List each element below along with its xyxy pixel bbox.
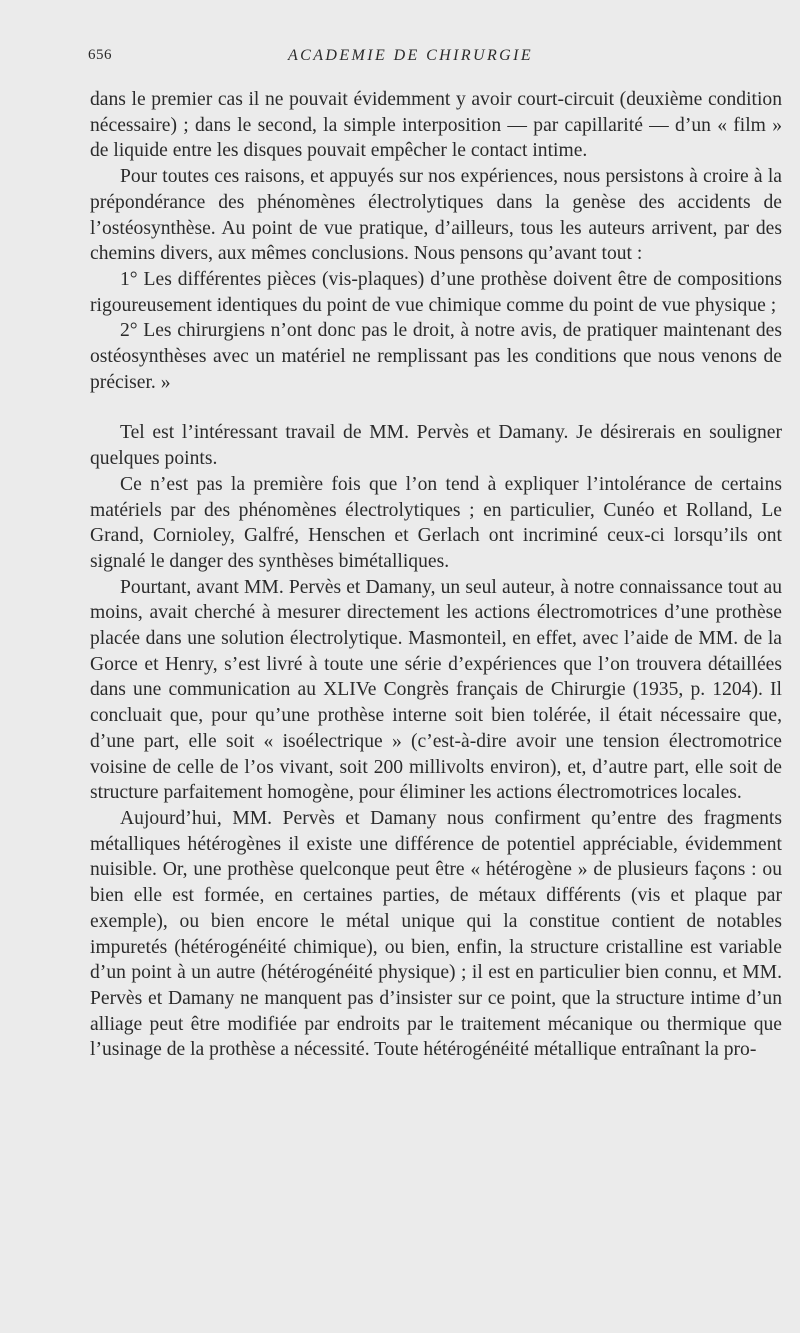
running-head: ACADEMIE DE CHIRURGIE: [288, 47, 534, 64]
page-number: 656: [88, 47, 112, 63]
paragraph: 2° Les chirurgiens n’ont donc pas le droit, à notre avis, de pratiquer maintenant des ostéosynthèses avec un matériel ne remplissant pas les conditions que nous venons de préciser. »: [90, 320, 782, 393]
page-header: [88, 47, 782, 73]
paragraph: Aujourd’hui, MM. Pervès et Damany nous confirment qu’entre des fragments métalliques hétérogènes il existe une différence de potentiel appréciable, évidemment nuisible. Or, une prothèse quelconque peut être « hétérogène » de plusieurs façons : ou bien elle est formée, en certaines parties, de métaux différents (vis et plaque par exemple), ou bien encore le métal unique qui la constitue contient de notables impuretés (hétérogénéité chimique), ou bien, enfin, la structure cristalline est variable d’un point à un autre (hétérogénéité physique) ; il est en particulier bien connu, et MM. Pervès et Damany ne manquent pas d’insister sur ce point, que la structure intime d’un alliage peut être modifiée par endroits par le traitement mécanique ou thermique que l’usinage de la prothèse a nécessité. Toute hétérogénéité métallique entraînant la pro-: [90, 807, 782, 1061]
paragraph: Ce n’est pas la première fois que l’on tend à expliquer l’intolérance de certains matériels par des phénomènes électrolytiques ; en particulier, Cunéo et Rolland, Le Grand, Cornioley, Galfré, Henschen et Gerlach ont incriminé ceux-ci lorsqu’ils ont signalé le danger des synthèses bimétalliques.: [90, 473, 782, 572]
paragraph: Tel est l’intéressant travail de MM. Pervès et Damany. Je désirerais en souligner quelques points.: [90, 422, 782, 470]
paragraph: 1° Les différentes pièces (vis-plaques) d’une prothèse doivent être de compositions rigoureusement identiques du point de vue chimique comme du point de vue physique ;: [90, 268, 782, 316]
paragraph: Pour toutes ces raisons, et appuyés sur nos expériences, nous persistons à croire à la prépondérance des phénomènes électrolytiques dans la genèse des accidents de l’ostéosynthèse. Au point de vue pratique, d’ailleurs, tous les auteurs arrivent, par des chemins divers, aux mêmes conclusions. Nous pensons qu’avant tout :: [90, 166, 782, 265]
paragraph: Pourtant, avant MM. Pervès et Damany, un seul auteur, à notre connaissance tout au moins, avait cherché à mesurer directement les actions électromotrices d’une prothèse placée dans une solution électrolytique. Masmonteil, en effet, avec l’aide de MM. de la Gorce et Henry, s’est livré à toute une série d’expériences que l’on trouvera détaillées dans une communication au XLIVe Congrès français de Chirurgie (1935, p. 1204). Il concluait que, pour qu’une prothèse interne soit bien tolérée, il était nécessaire que, d’une part, elle soit « isoélectrique » (c’est-à-dire avoir une tension électromotrice voisine de celle de l’os vivant, soit 200 millivolts environ), et, d’autre part, elle soit de structure parfaitement homogène, pour éliminer les actions électromotrices locales.: [90, 576, 782, 804]
paragraph: dans le premier cas il ne pouvait évidemment y avoir court-circuit (deuxième condition nécessaire) ; dans le second, la simple interposition — par capillarité — d’un « film » de liquide entre les disques pouvait empêcher le contact intime.: [90, 89, 782, 162]
body-text: [90, 87, 782, 1063]
